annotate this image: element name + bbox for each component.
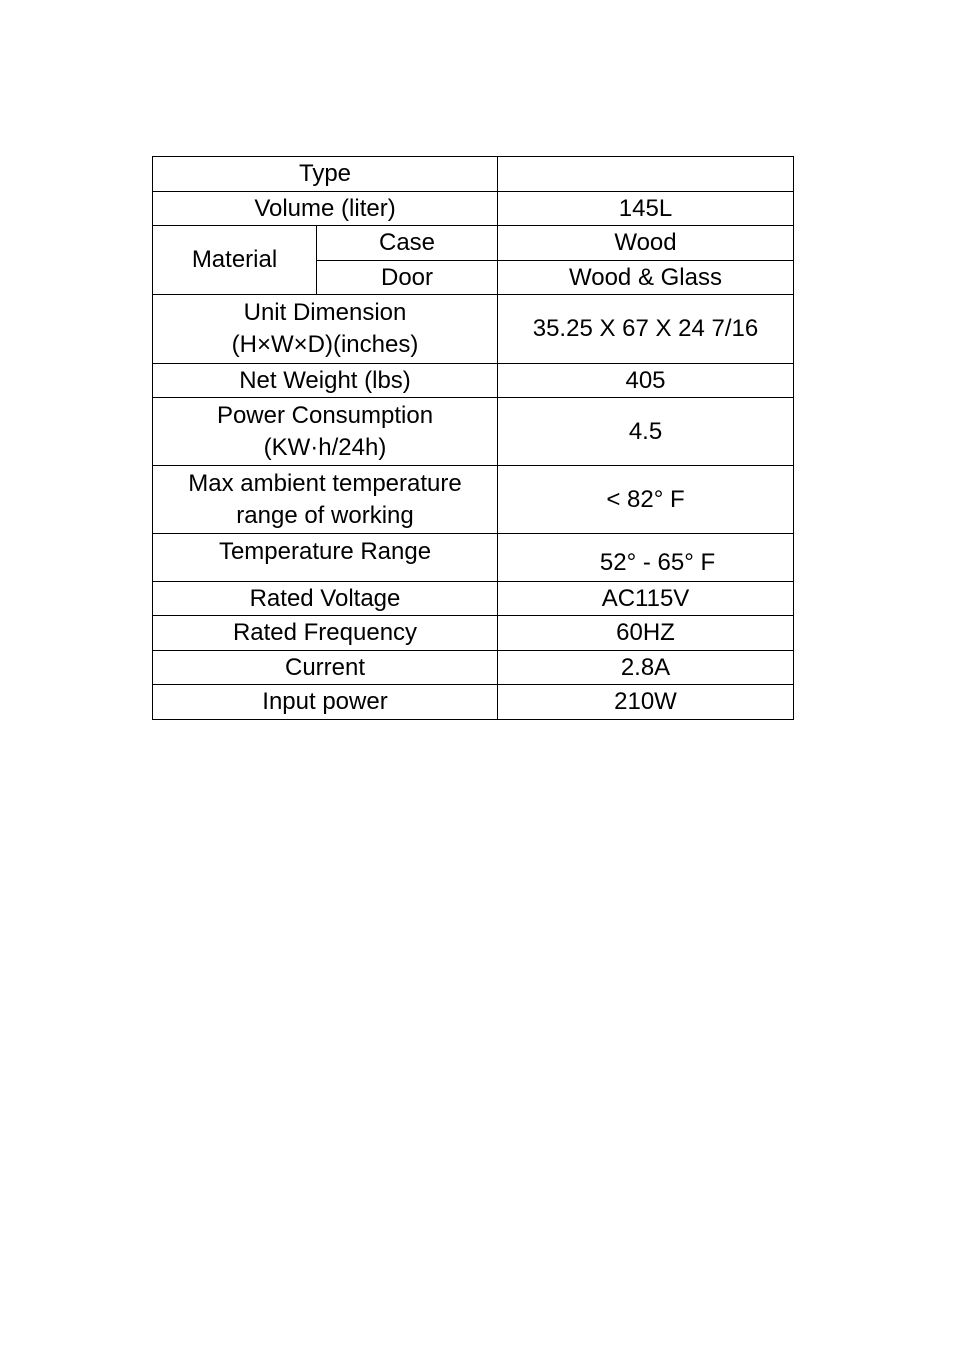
label-door: Door: [380, 263, 434, 291]
label-cell: [153, 295, 498, 364]
label-cell: [153, 364, 498, 398]
label-cell: [153, 685, 498, 720]
value-cell: [498, 685, 794, 720]
value-temperature-range: 52° - 65° F: [599, 549, 716, 576]
value-unit-dimension: 35.25 X 67 X 24 7/16: [532, 315, 759, 342]
label-power-consumption-line2: (KW·h/24h): [263, 433, 387, 461]
value-cell: [498, 261, 794, 295]
label-cell: [153, 398, 498, 466]
label-temperature-range: Temperature Range: [218, 538, 432, 565]
label-cell: [153, 582, 498, 616]
value-door: Wood & Glass: [569, 263, 722, 291]
label-cell: [153, 651, 498, 685]
label-unit-dimension-line2: (H×W×D)(inches): [231, 331, 419, 358]
value-rated-frequency: 60HZ: [616, 619, 675, 646]
value-max-ambient: < 82° F: [606, 485, 685, 513]
label-material: Material: [191, 246, 278, 273]
label-net-weight: Net Weight (lbs): [239, 366, 411, 394]
label-rated-frequency: Rated Frequency: [232, 619, 418, 646]
sublabel-cell: [317, 226, 498, 261]
value-cell: [498, 192, 794, 226]
label-power-consumption-line1: Power Consumption: [216, 401, 434, 429]
sublabel-cell: [317, 261, 498, 295]
value-volume: 145L: [618, 194, 673, 222]
value-cell: [498, 157, 794, 192]
value-power-consumption: 4.5: [628, 417, 663, 445]
value-cell: [498, 582, 794, 616]
value-cell: [498, 364, 794, 398]
table-row: [153, 651, 794, 685]
label-cell: [153, 226, 317, 295]
label-cell: [153, 534, 498, 582]
label-cell: [153, 192, 498, 226]
label-current: Current: [284, 653, 366, 681]
label-type: Type: [298, 160, 352, 187]
table-row: [153, 192, 794, 226]
value-cell: [498, 295, 794, 364]
table-row: [153, 466, 794, 534]
label-case: Case: [378, 229, 436, 256]
table-row: [153, 226, 794, 261]
label-cell: [153, 616, 498, 651]
label-cell: [153, 157, 498, 192]
label-max-ambient-line2: range of working: [236, 501, 414, 529]
label-max-ambient-line1: Max ambient temperature: [188, 469, 462, 497]
value-case: Wood: [614, 229, 677, 256]
value-cell: [498, 534, 794, 582]
table-row: [153, 534, 794, 582]
table-row: [153, 616, 794, 651]
value-cell: [498, 651, 794, 685]
spec-table: [152, 156, 794, 720]
label-volume: Volume (liter): [254, 194, 396, 222]
table-row: [153, 295, 794, 364]
table-row: [153, 364, 794, 398]
value-cell: [498, 616, 794, 651]
label-cell: [153, 466, 498, 534]
label-rated-voltage: Rated Voltage: [249, 584, 401, 612]
value-cell: [498, 466, 794, 534]
value-cell: [498, 398, 794, 466]
value-rated-voltage: AC115V: [601, 584, 690, 612]
table-row: [153, 582, 794, 616]
table-row: [153, 398, 794, 466]
value-cell: [498, 226, 794, 261]
value-current: 2.8A: [620, 653, 671, 681]
value-input-power: 210W: [614, 688, 677, 715]
table-row: [153, 685, 794, 720]
value-net-weight: 405: [625, 366, 666, 394]
label-unit-dimension-line1: Unit Dimension: [243, 299, 407, 326]
table-row: [153, 157, 794, 192]
label-input-power: Input power: [262, 688, 388, 715]
